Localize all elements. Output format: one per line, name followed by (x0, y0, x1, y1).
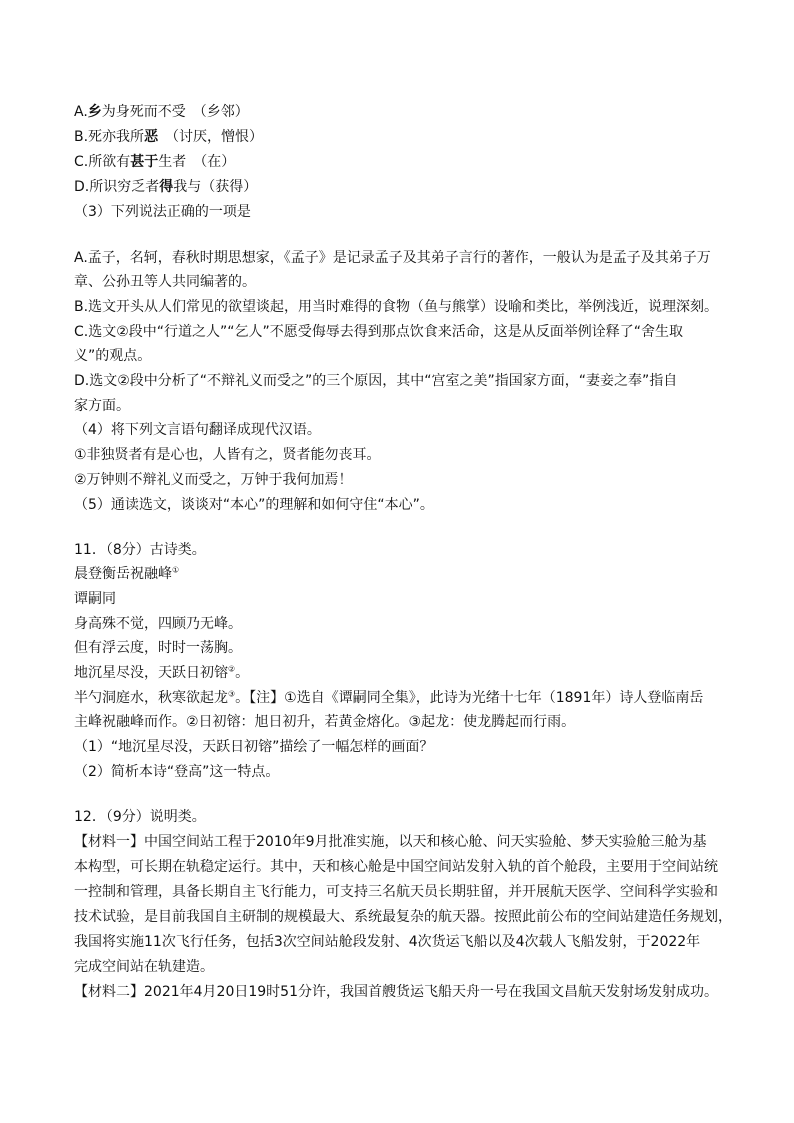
note-text: 。【注】①选自《谭嗣同全集》，此诗为光绪十七年（1891年）诗人登临南岳 (235, 690, 704, 706)
option-prefix: B.死亦我所 (74, 129, 145, 145)
option-prefix: C.所欲有 (74, 154, 131, 170)
material1-line1: 【材料一】中国空间站工程于2010年9月批准实施，以天和核心舱、问天实验舱、梦天实验舱三舱为基 (74, 834, 707, 850)
footnote-marker: ③ (228, 689, 236, 699)
material1-line5: 我国将实施11次飞行任务，包括3次空间站舱段发射、4次货运飞船以及4次载人飞船发射，于2022年 (74, 934, 701, 950)
q10-sub5-prompt: （5）通读选文，谈谈对“本心”的理解和如何守住“本心”。 (74, 497, 434, 513)
q10-sub4-sentence2: ②万钟则不辩礼义而受之，万钟于我何加焉！ (74, 472, 353, 488)
poem-author: 谭嗣同 (74, 591, 116, 607)
poem-line-1: 身高殊不觉，四顾乃无峰。 (74, 616, 242, 632)
q11-sub2-prompt: （2）简析本诗“登高”这一特点。 (74, 764, 280, 780)
option-keyword: 得 (159, 179, 174, 195)
q10-sub4-prompt: （4）将下列文言语句翻译成现代汉语。 (74, 422, 321, 438)
q10-sub3-prompt: （3）下列说法正确的一项是 (74, 204, 251, 220)
option-keyword: 甚于 (130, 154, 159, 170)
q10-option-d (74, 177, 257, 197)
option-text: 为身死而不受 （乡邻） (101, 104, 249, 120)
material1-line2: 本构型，可长期在轨稳定运行。其中，天和核心舱是中国空间站发射入轨的首个舱段，主要用于空间站统 (74, 859, 718, 875)
q10-sub3-option-c-line2: 义”的观点。 (74, 348, 152, 364)
material2-line1: 【材料二】2021年4月20日19时51分许，我国首艘货运飞船天舟一号在我国文昌航天发射场发射成功。 (74, 984, 718, 1000)
note-continuation: 主峰祝融峰而作。②日初镕：旭日初升，若黄金熔化。③起龙：使龙腾起而行雨。 (74, 714, 576, 730)
q10-sub3-option-d-line2: 家方面。 (74, 398, 130, 414)
footnote-marker: ① (172, 565, 180, 575)
poem-line-text: 半勺洞庭水，秋寒欲起龙 (74, 690, 228, 706)
poem-line-3 (74, 663, 249, 683)
q10-option-c (74, 152, 235, 172)
poem-line-4-with-note (74, 688, 703, 708)
option-text: 我与（获得） (173, 179, 258, 195)
q10-option-a (74, 102, 249, 122)
poem-title (74, 564, 179, 584)
poem-title-text: 晨登衡岳祝融峰 (74, 566, 172, 582)
poem-line-2: 但有浮云度，时时一荡胸。 (74, 640, 242, 656)
q10-sub3-option-d-line1: D.选文②段中分析了“不辩礼义而受之”的三个原因，其中“宫室之美”指国家方面，“妻妾之奉”指自 (74, 373, 678, 389)
q10-sub3-option-a-line1: A.孟子，名轲，春秋时期思想家，《孟子》是记录孟子及其弟子言行的著作，一般认为是孟子及其弟子万 (74, 250, 711, 266)
option-prefix: A. (74, 104, 88, 120)
q10-sub3-option-b: B.选文开头从人们常见的欲望谈起，用当时难得的食物（鱼与熊掌）设喻和类比，举例浅近，说理深刻。 (74, 299, 719, 315)
poem-line-text: 地沉星尽没，天跃日初镕 (74, 665, 228, 681)
q12-heading: 12．（9分）说明类。 (74, 809, 206, 825)
q11-heading: 11．（8分）古诗类。 (74, 542, 206, 558)
q10-option-b (74, 127, 263, 147)
q11-sub1-prompt: （1）“地沉星尽没，天跃日初镕”描绘了一幅怎样的画面？ (74, 739, 434, 755)
option-text: （讨厌，憎恨） (158, 129, 264, 145)
option-keyword: 恶 (144, 129, 159, 145)
option-text: 生者 （在） (158, 154, 236, 170)
poem-line-punct: 。 (235, 665, 250, 681)
option-prefix: D.所识穷乏者 (74, 179, 160, 195)
material1-line3: 一控制和管理，具备长期自主飞行能力，可支持三名航天员长期驻留，并开展航天医学、空间科学实验和 (74, 884, 718, 900)
footnote-marker: ② (228, 664, 236, 674)
option-keyword: 乡 (87, 104, 102, 120)
q10-sub4-sentence1: ①非独贤者有是心也，人皆有之，贤者能勿丧耳。 (74, 447, 381, 463)
q10-sub3-option-a-line2: 章、公孙丑等人共同编著的。 (74, 274, 256, 290)
material1-line6: 完成空间站在轨建造。 (74, 959, 214, 975)
material1-line4: 技术试验，是目前我国自主研制的规模最大、系统最复杂的航天器。按照此前公布的空间站建造任务规划， (74, 909, 732, 925)
q10-sub3-option-c-line1: C.选文②段中“行道之人”“乞人”不愿受侮辱去得到那点饮食来活命，这是从反面举例诠释了“舍生取 (74, 324, 684, 340)
